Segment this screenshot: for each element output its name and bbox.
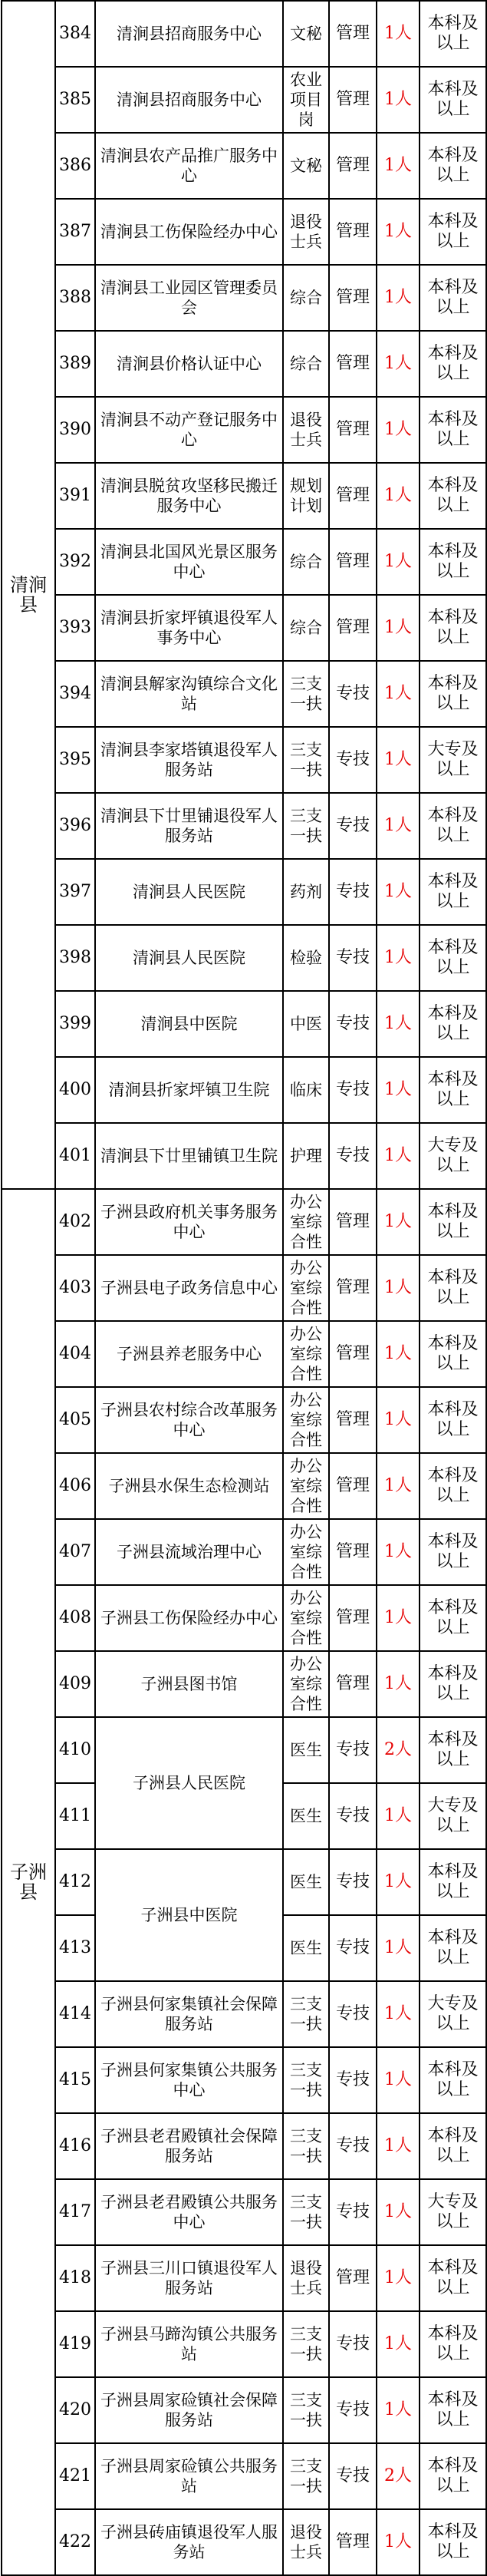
- row-number-cell: 417: [55, 2179, 95, 2245]
- row-number-cell: 405: [55, 1387, 95, 1453]
- table-body: [2, 1, 486, 2575]
- position-type-cell: 管理: [329, 1453, 377, 1519]
- headcount-cell: 1人: [377, 925, 420, 991]
- table-row: [2, 1387, 486, 1453]
- row-number-cell: 421: [55, 2443, 95, 2509]
- unit-name-cell: 清涧县中医院: [95, 991, 283, 1057]
- unit-name-cell: 子洲县养老服务中心: [95, 1321, 283, 1387]
- unit-name-cell: 清涧县脱贫攻坚移民搬迁服务中心: [95, 463, 283, 529]
- row-number-cell: 399: [55, 991, 95, 1057]
- headcount-cell: 1人: [377, 661, 420, 727]
- education-cell: 本科及以上: [420, 397, 486, 463]
- headcount-cell: 1人: [377, 2047, 420, 2113]
- table-row: [2, 397, 486, 463]
- position-type-cell: 管理: [329, 397, 377, 463]
- unit-name-cell: 子洲县电子政务信息中心: [95, 1255, 283, 1321]
- position-cell: 药剂: [283, 859, 329, 925]
- position-type-cell: 管理: [329, 2245, 377, 2311]
- unit-name-cell: 清涧县李家塔镇退役军人服务站: [95, 727, 283, 793]
- position-type-cell: 专技: [329, 1915, 377, 1981]
- table-row: [2, 2113, 486, 2179]
- row-number-cell: 387: [55, 199, 95, 265]
- position-cell: 医生: [283, 1717, 329, 1783]
- table-row: [2, 2311, 486, 2377]
- row-number-cell: 393: [55, 595, 95, 661]
- headcount-cell: 1人: [377, 727, 420, 793]
- headcount-cell: 1人: [377, 1123, 420, 1189]
- position-type-cell: 管理: [329, 199, 377, 265]
- headcount-cell: 2人: [377, 2443, 420, 2509]
- headcount-cell: 1人: [377, 265, 420, 331]
- unit-name-cell: 清涧县北国风光景区服务中心: [95, 529, 283, 595]
- unit-name-cell: 子洲县政府机关事务服务中心: [95, 1189, 283, 1255]
- row-number-cell: 395: [55, 727, 95, 793]
- unit-name-cell: 清涧县人民医院: [95, 925, 283, 991]
- position-type-cell: 专技: [329, 1123, 377, 1189]
- position-cell: 医生: [283, 1915, 329, 1981]
- position-type-cell: 管理: [329, 2509, 377, 2575]
- table-row: [2, 1981, 486, 2047]
- row-number-cell: 406: [55, 1453, 95, 1519]
- headcount-cell: 1人: [377, 2113, 420, 2179]
- position-cell: 三支一扶: [283, 661, 329, 727]
- position-type-cell: 管理: [329, 1, 377, 67]
- education-cell: 本科及以上: [420, 463, 486, 529]
- position-type-cell: 专技: [329, 661, 377, 727]
- row-number-cell: 422: [55, 2509, 95, 2575]
- position-cell: 办公室综合性: [283, 1519, 329, 1585]
- row-number-cell: 392: [55, 529, 95, 595]
- education-cell: 本科及以上: [420, 331, 486, 397]
- position-type-cell: 管理: [329, 1585, 377, 1651]
- headcount-cell: 1人: [377, 2245, 420, 2311]
- position-type-cell: 管理: [329, 1321, 377, 1387]
- position-cell: 三支一扶: [283, 1981, 329, 2047]
- county-cell: 清涧县: [2, 1, 55, 1189]
- education-cell: 本科及以上: [420, 1651, 486, 1717]
- unit-name-cell: 清涧县解家沟镇综合文化站: [95, 661, 283, 727]
- table-row: [2, 2377, 486, 2443]
- position-cell: 办公室综合性: [283, 1585, 329, 1651]
- education-cell: 大专及以上: [420, 1123, 486, 1189]
- position-type-cell: 管理: [329, 1189, 377, 1255]
- headcount-cell: 1人: [377, 2377, 420, 2443]
- position-cell: 办公室综合性: [283, 1387, 329, 1453]
- position-type-cell: 专技: [329, 1849, 377, 1915]
- position-type-cell: 管理: [329, 1651, 377, 1717]
- education-cell: 本科及以上: [420, 265, 486, 331]
- headcount-cell: 1人: [377, 859, 420, 925]
- unit-name-cell: 子洲县图书馆: [95, 1651, 283, 1717]
- row-number-cell: 420: [55, 2377, 95, 2443]
- position-type-cell: 专技: [329, 1981, 377, 2047]
- headcount-cell: 1人: [377, 1519, 420, 1585]
- position-cell: 临床: [283, 1057, 329, 1123]
- unit-name-cell: 子洲县何家集镇公共服务中心: [95, 2047, 283, 2113]
- education-cell: 本科及以上: [420, 1519, 486, 1585]
- education-cell: 本科及以上: [420, 793, 486, 859]
- education-cell: 本科及以上: [420, 2113, 486, 2179]
- position-type-cell: 管理: [329, 133, 377, 199]
- row-number-cell: 418: [55, 2245, 95, 2311]
- table-row: [2, 331, 486, 397]
- education-cell: 本科及以上: [420, 1387, 486, 1453]
- table-row: [2, 1189, 486, 1255]
- table-row: [2, 133, 486, 199]
- headcount-cell: 1人: [377, 1453, 420, 1519]
- table-row: [2, 793, 486, 859]
- position-type-cell: 专技: [329, 2443, 377, 2509]
- headcount-cell: 1人: [377, 2509, 420, 2575]
- headcount-cell: 1人: [377, 1981, 420, 2047]
- table-row: [2, 1, 486, 67]
- education-cell: 本科及以上: [420, 991, 486, 1057]
- table-row: [2, 1321, 486, 1387]
- position-type-cell: 专技: [329, 1783, 377, 1849]
- table-row: [2, 1585, 486, 1651]
- table-row: [2, 2245, 486, 2311]
- position-type-cell: 管理: [329, 463, 377, 529]
- position-type-cell: 管理: [329, 1387, 377, 1453]
- education-cell: 本科及以上: [420, 2245, 486, 2311]
- position-cell: 三支一扶: [283, 2311, 329, 2377]
- unit-name-cell: 清涧县折家坪镇卫生院: [95, 1057, 283, 1123]
- row-number-cell: 394: [55, 661, 95, 727]
- row-number-cell: 407: [55, 1519, 95, 1585]
- position-type-cell: 专技: [329, 2179, 377, 2245]
- headcount-cell: 1人: [377, 199, 420, 265]
- education-cell: 本科及以上: [420, 2047, 486, 2113]
- position-cell: 护理: [283, 1123, 329, 1189]
- unit-name-cell: 子洲县流域治理中心: [95, 1519, 283, 1585]
- headcount-cell: 1人: [377, 1585, 420, 1651]
- headcount-cell: 1人: [377, 1255, 420, 1321]
- education-cell: 本科及以上: [420, 1321, 486, 1387]
- table-row: [2, 1057, 486, 1123]
- unit-name-cell: 子洲县人民医院: [95, 1717, 283, 1849]
- table-row: [2, 2509, 486, 2575]
- position-cell: 退役士兵: [283, 397, 329, 463]
- education-cell: 大专及以上: [420, 727, 486, 793]
- headcount-cell: 2人: [377, 1717, 420, 1783]
- headcount-cell: 1人: [377, 397, 420, 463]
- position-cell: 检验: [283, 925, 329, 991]
- education-cell: 本科及以上: [420, 1717, 486, 1783]
- recruitment-table: [1, 0, 487, 2576]
- headcount-cell: 1人: [377, 529, 420, 595]
- headcount-cell: 1人: [377, 595, 420, 661]
- headcount-cell: 1人: [377, 1057, 420, 1123]
- education-cell: 本科及以上: [420, 1255, 486, 1321]
- education-cell: 本科及以上: [420, 199, 486, 265]
- table-row: [2, 727, 486, 793]
- position-cell: 文秘: [283, 1, 329, 67]
- unit-name-cell: 清涧县价格认证中心: [95, 331, 283, 397]
- education-cell: 本科及以上: [420, 1189, 486, 1255]
- position-cell: 综合: [283, 331, 329, 397]
- position-cell: 办公室综合性: [283, 1651, 329, 1717]
- position-cell: 办公室综合性: [283, 1453, 329, 1519]
- table-row: [2, 1255, 486, 1321]
- unit-name-cell: 清涧县工业园区管理委员会: [95, 265, 283, 331]
- headcount-cell: 1人: [377, 1321, 420, 1387]
- row-number-cell: 403: [55, 1255, 95, 1321]
- position-cell: 办公室综合性: [283, 1189, 329, 1255]
- row-number-cell: 404: [55, 1321, 95, 1387]
- unit-name-cell: 子洲县何家集镇社会保障服务站: [95, 1981, 283, 2047]
- row-number-cell: 414: [55, 1981, 95, 2047]
- table-row: [2, 595, 486, 661]
- headcount-cell: 1人: [377, 463, 420, 529]
- table-row: [2, 1849, 486, 1915]
- position-type-cell: 专技: [329, 2113, 377, 2179]
- position-type-cell: 专技: [329, 1057, 377, 1123]
- row-number-cell: 397: [55, 859, 95, 925]
- headcount-cell: 1人: [377, 1915, 420, 1981]
- row-number-cell: 388: [55, 265, 95, 331]
- education-cell: 大专及以上: [420, 1981, 486, 2047]
- education-cell: 本科及以上: [420, 859, 486, 925]
- position-type-cell: 专技: [329, 859, 377, 925]
- position-cell: 退役士兵: [283, 2509, 329, 2575]
- education-cell: 本科及以上: [420, 1915, 486, 1981]
- headcount-cell: 1人: [377, 1387, 420, 1453]
- headcount-cell: 1人: [377, 1849, 420, 1915]
- education-cell: 本科及以上: [420, 1453, 486, 1519]
- unit-name-cell: 子洲县水保生态检测站: [95, 1453, 283, 1519]
- position-cell: 办公室综合性: [283, 1255, 329, 1321]
- position-cell: 规划计划: [283, 463, 329, 529]
- education-cell: 本科及以上: [420, 925, 486, 991]
- position-type-cell: 专技: [329, 925, 377, 991]
- position-cell: 医生: [283, 1849, 329, 1915]
- education-cell: 本科及以上: [420, 595, 486, 661]
- table-row: [2, 661, 486, 727]
- table-row: [2, 1453, 486, 1519]
- position-type-cell: 管理: [329, 1255, 377, 1321]
- education-cell: 本科及以上: [420, 1849, 486, 1915]
- county-cell: 子洲县: [2, 1189, 55, 2575]
- row-number-cell: 412: [55, 1849, 95, 1915]
- position-type-cell: 专技: [329, 2047, 377, 2113]
- headcount-cell: 1人: [377, 1651, 420, 1717]
- education-cell: 本科及以上: [420, 1057, 486, 1123]
- position-type-cell: 管理: [329, 265, 377, 331]
- position-type-cell: 管理: [329, 595, 377, 661]
- headcount-cell: 1人: [377, 133, 420, 199]
- table-row: [2, 2443, 486, 2509]
- table-row: [2, 67, 486, 133]
- education-cell: 本科及以上: [420, 133, 486, 199]
- position-type-cell: 专技: [329, 991, 377, 1057]
- table-row: [2, 859, 486, 925]
- education-cell: 本科及以上: [420, 2443, 486, 2509]
- unit-name-cell: 子洲县中医院: [95, 1849, 283, 1981]
- education-cell: 本科及以上: [420, 1, 486, 67]
- position-cell: 三支一扶: [283, 2113, 329, 2179]
- unit-name-cell: 清涧县下廿里铺退役军人服务站: [95, 793, 283, 859]
- headcount-cell: 1人: [377, 67, 420, 133]
- position-cell: 综合: [283, 529, 329, 595]
- table-row: [2, 1123, 486, 1189]
- table-row: [2, 529, 486, 595]
- unit-name-cell: 子洲县周家硷镇公共服务站: [95, 2443, 283, 2509]
- education-cell: 本科及以上: [420, 661, 486, 727]
- table-row: [2, 1519, 486, 1585]
- headcount-cell: 1人: [377, 1783, 420, 1849]
- table-row: [2, 1717, 486, 1783]
- position-cell: 三支一扶: [283, 2443, 329, 2509]
- unit-name-cell: 子洲县老君殿镇社会保障服务站: [95, 2113, 283, 2179]
- education-cell: 本科及以上: [420, 2509, 486, 2575]
- education-cell: 本科及以上: [420, 529, 486, 595]
- table-row: [2, 2047, 486, 2113]
- position-cell: 综合: [283, 265, 329, 331]
- unit-name-cell: 清涧县不动产登记服务中心: [95, 397, 283, 463]
- education-cell: 本科及以上: [420, 2377, 486, 2443]
- row-number-cell: 386: [55, 133, 95, 199]
- unit-name-cell: 清涧县工伤保险经办中心: [95, 199, 283, 265]
- row-number-cell: 390: [55, 397, 95, 463]
- unit-name-cell: 清涧县人民医院: [95, 859, 283, 925]
- position-type-cell: 专技: [329, 1717, 377, 1783]
- position-cell: 医生: [283, 1783, 329, 1849]
- row-number-cell: 385: [55, 67, 95, 133]
- position-cell: 办公室综合性: [283, 1321, 329, 1387]
- headcount-cell: 1人: [377, 1189, 420, 1255]
- headcount-cell: 1人: [377, 793, 420, 859]
- table-row: [2, 1651, 486, 1717]
- unit-name-cell: 清涧县农产品推广服务中心: [95, 133, 283, 199]
- row-number-cell: 400: [55, 1057, 95, 1123]
- row-number-cell: 413: [55, 1915, 95, 1981]
- position-type-cell: 管理: [329, 67, 377, 133]
- row-number-cell: 419: [55, 2311, 95, 2377]
- headcount-cell: 1人: [377, 2311, 420, 2377]
- education-cell: 大专及以上: [420, 1783, 486, 1849]
- position-type-cell: 管理: [329, 1519, 377, 1585]
- unit-name-cell: 子洲县三川口镇退役军人服务站: [95, 2245, 283, 2311]
- position-cell: 中医: [283, 991, 329, 1057]
- position-cell: 退役士兵: [283, 199, 329, 265]
- position-cell: 三支一扶: [283, 2377, 329, 2443]
- table-row: [2, 463, 486, 529]
- headcount-cell: 1人: [377, 2179, 420, 2245]
- unit-name-cell: 子洲县工伤保险经办中心: [95, 1585, 283, 1651]
- table-row: [2, 199, 486, 265]
- position-type-cell: 管理: [329, 331, 377, 397]
- unit-name-cell: 子洲县农村综合改革服务中心: [95, 1387, 283, 1453]
- position-type-cell: 专技: [329, 727, 377, 793]
- position-cell: 三支一扶: [283, 2047, 329, 2113]
- headcount-cell: 1人: [377, 1, 420, 67]
- position-cell: 三支一扶: [283, 727, 329, 793]
- row-number-cell: 389: [55, 331, 95, 397]
- table-row: [2, 991, 486, 1057]
- education-cell: 本科及以上: [420, 1585, 486, 1651]
- position-type-cell: 专技: [329, 2377, 377, 2443]
- education-cell: 大专及以上: [420, 2179, 486, 2245]
- row-number-cell: 402: [55, 1189, 95, 1255]
- position-cell: 三支一扶: [283, 793, 329, 859]
- unit-name-cell: 清涧县折家坪镇退役军人事务中心: [95, 595, 283, 661]
- row-number-cell: 409: [55, 1651, 95, 1717]
- position-type-cell: 专技: [329, 793, 377, 859]
- table-row: [2, 925, 486, 991]
- table-row: [2, 2179, 486, 2245]
- position-type-cell: 专技: [329, 2311, 377, 2377]
- unit-name-cell: 子洲县马蹄沟镇公共服务站: [95, 2311, 283, 2377]
- table-row: [2, 265, 486, 331]
- position-cell: 退役士兵: [283, 2245, 329, 2311]
- unit-name-cell: 清涧县招商服务中心: [95, 67, 283, 133]
- row-number-cell: 401: [55, 1123, 95, 1189]
- row-number-cell: 410: [55, 1717, 95, 1783]
- unit-name-cell: 子洲县老君殿镇公共服务中心: [95, 2179, 283, 2245]
- row-number-cell: 408: [55, 1585, 95, 1651]
- row-number-cell: 411: [55, 1783, 95, 1849]
- headcount-cell: 1人: [377, 331, 420, 397]
- row-number-cell: 396: [55, 793, 95, 859]
- unit-name-cell: 子洲县砖庙镇退役军人服务站: [95, 2509, 283, 2575]
- position-cell: 综合: [283, 595, 329, 661]
- position-cell: 三支一扶: [283, 2179, 329, 2245]
- unit-name-cell: 清涧县下廿里铺镇卫生院: [95, 1123, 283, 1189]
- education-cell: 本科及以上: [420, 2311, 486, 2377]
- row-number-cell: 415: [55, 2047, 95, 2113]
- row-number-cell: 391: [55, 463, 95, 529]
- unit-name-cell: 清涧县招商服务中心: [95, 1, 283, 67]
- position-cell: 农业项目岗: [283, 67, 329, 133]
- unit-name-cell: 子洲县周家硷镇社会保障服务站: [95, 2377, 283, 2443]
- position-cell: 文秘: [283, 133, 329, 199]
- headcount-cell: 1人: [377, 991, 420, 1057]
- row-number-cell: 398: [55, 925, 95, 991]
- position-type-cell: 管理: [329, 529, 377, 595]
- row-number-cell: 416: [55, 2113, 95, 2179]
- education-cell: 本科及以上: [420, 67, 486, 133]
- row-number-cell: 384: [55, 1, 95, 67]
